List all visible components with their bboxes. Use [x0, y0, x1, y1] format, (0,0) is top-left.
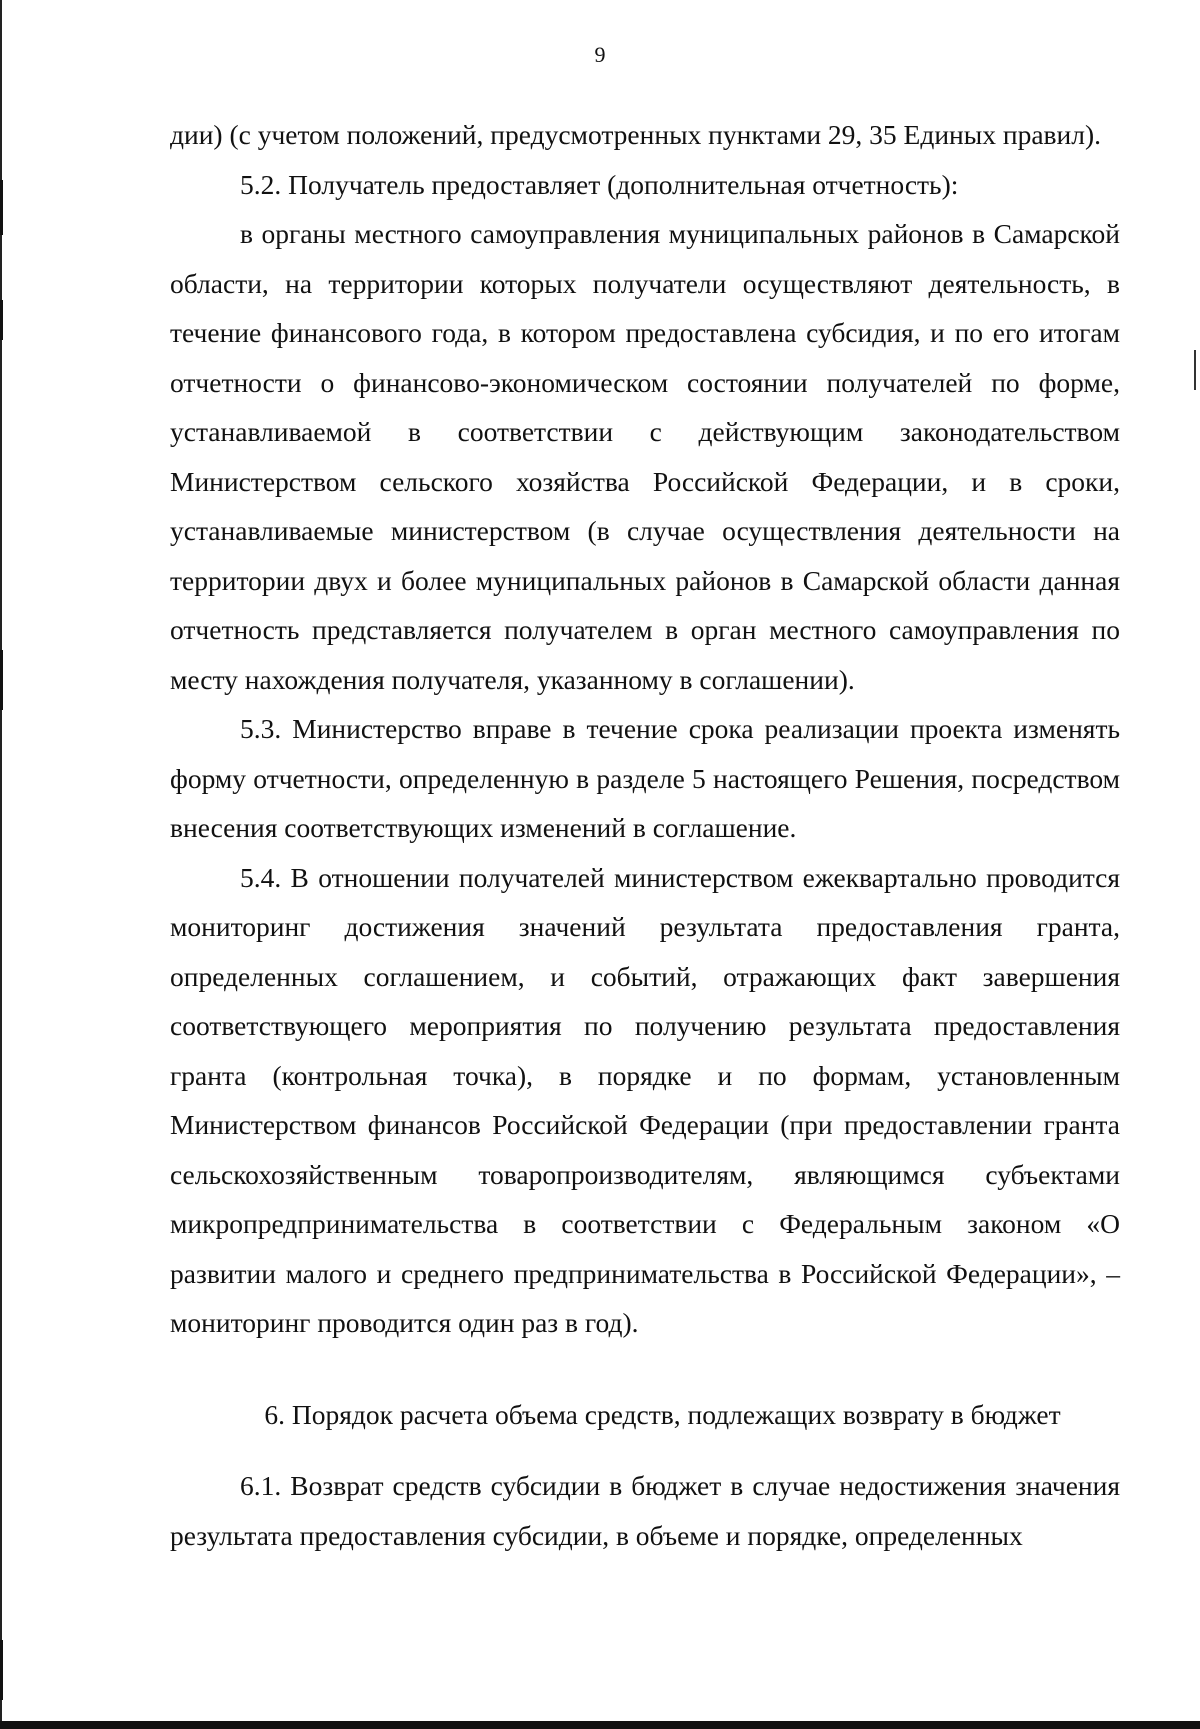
scan-left-mark: [0, 300, 3, 340]
paragraph-5-2-body: в органы местного самоуправления муниципальных районов в Самарской области, на территории которых получатели осуществляют деятельность, в течение финансового года, в котором предоставлена субсидия, и по его итогам отчетности о финансово-экономическом состоянии получателей по форме, устанавливаемой в соответствии с действующим законодательством Министерством сельского хозяйства Российской Федерации, и в сроки, устанавливаемые министерством (в случае осуществления деятельности на территории двух и более муниципальных районов в Самарской области данная отчетность представляется получателем в орган местного самоуправления по месту нахождения получателя, указанному в соглашении).: [170, 218, 1120, 695]
paragraph-6-1: 6.1. Возврат средств субсидии в бюджет в случае недостижения значения результата предоставления субсидии, в объеме и порядке, определенных: [170, 1470, 1120, 1551]
scan-bottom-bar: [0, 1721, 1200, 1729]
paragraph-5-3: 5.3. Министерство вправе в течение срока реализации проекта изменять форму отчетности, определенную в разделе 5 настоящего Решения, посредством внесения соответствующих изменений в соглашение.: [170, 713, 1120, 843]
paragraph-continuation: дии) (с учетом положений, предусмотренных пунктами 29, 35 Единых правил).: [170, 119, 1101, 150]
scan-left-edge: [0, 0, 2, 1729]
section-heading-6: 6. Порядок расчета объема средств, подлежащих возврату в бюджет: [264, 1398, 1061, 1430]
paragraph-5-4: 5.4. В отношении получателей министерством ежеквартально проводится мониторинг достижения значений результата предоставления гранта, определенных соглашением, и событий, отражающих факт завершения соответствующего мероприятия по получению результата предоставления гранта (контрольная точка), в порядке и по формам, установленным Министерством финансов Российской Федерации (при предоставлении гранта сельскохозяйственным товаропроизводителям, являющимся субъектами микропредпринимательства в соответствии с Федеральным законом «О развитии малого и среднего предпринимательства в Российской Федерации», – мониторинг проводится один раз в год).: [170, 861, 1120, 1338]
document-body: [170, 110, 1120, 1560]
paragraph-5-2: 5.2. Получатель предоставляет (дополнительная отчетность):: [240, 168, 959, 200]
page-number: 9: [594, 42, 606, 67]
scan-left-mark: [0, 650, 3, 710]
scan-left-mark: [0, 1640, 3, 1700]
scan-right-mark: [1194, 350, 1196, 390]
scan-left-mark: [0, 180, 3, 235]
